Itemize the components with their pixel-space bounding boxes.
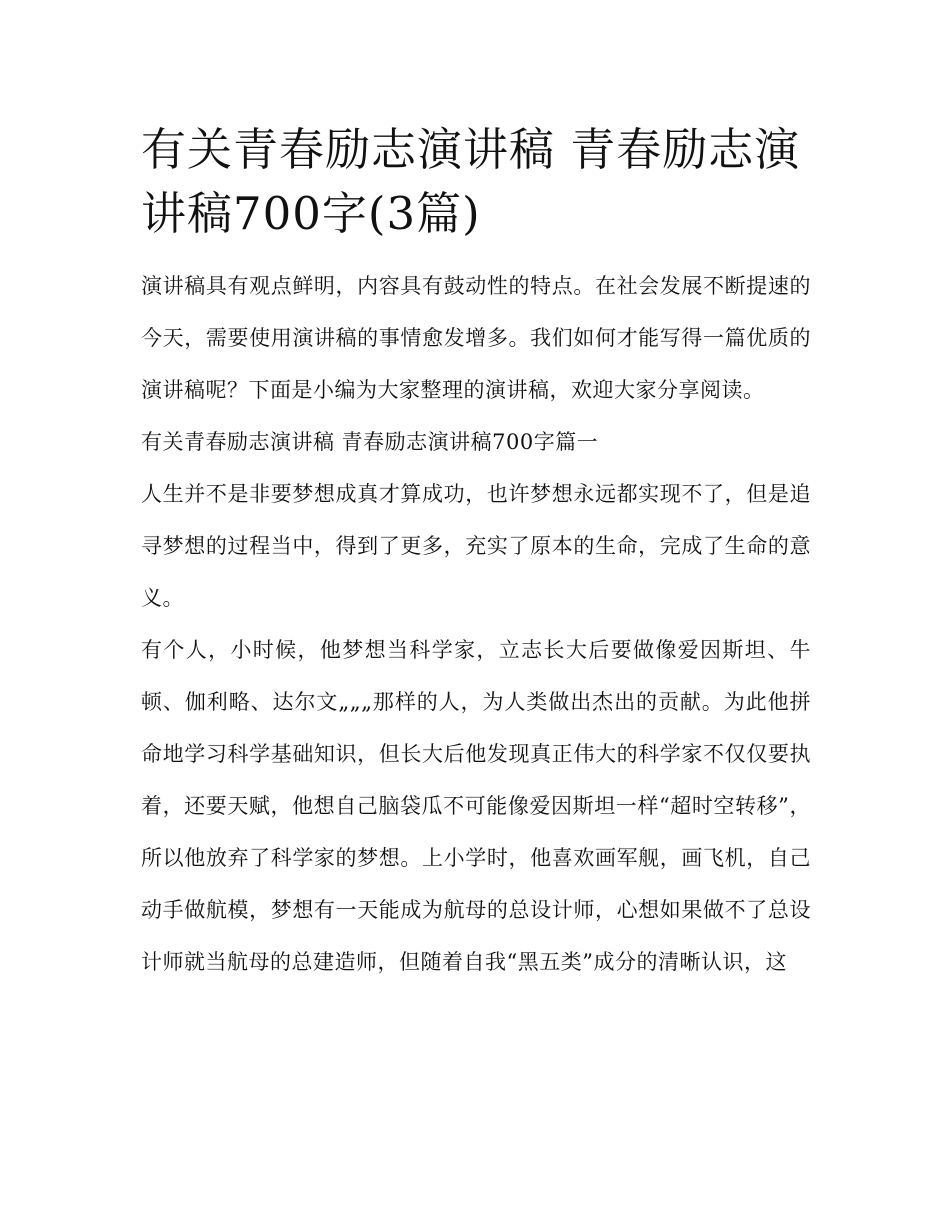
intro-paragraph: 演讲稿具有观点鲜明，内容具有鼓动性的特点。在社会发展不断提速的今天，需要使用演讲稿的事情愈发增多。我们如何才能写得一篇优质的演讲稿呢？下面是小编为大家整理的演讲稿，欢迎大家分享阅读。	[141, 274, 811, 402]
document-title: 有关青春励志演讲稿 青春励志演讲稿700字(3篇)	[141, 123, 801, 240]
section-heading: 有关青春励志演讲稿 青春励志演讲稿700字篇一	[141, 430, 599, 454]
body-paragraph: 人生并不是非要梦想成真才算成功，也许梦想永远都实现不了，但是追寻梦想的过程当中，得到了更多，充实了原本的生命，完成了生命的意义。	[141, 482, 811, 610]
body-paragraph: 有个人，小时候，他梦想当科学家，立志长大后要做像爱因斯坦、牛顿、伽利略、达尔文„„„那样的人，为人类做出杰出的贡献。为此他拼命地学习科学基础知识，但长大后他发现真正伟大的科学家不仅仅要执着，还要天赋，他想自己脑袋瓜不可能像爱因斯坦一样“超时空转移”，所以他放弃了科学家的梦想。上小学时，他喜欢画军舰，画飞机，自己动手做航模，梦想有一天能成为航母的总设计师，心想如果做不了总设计师就当航母的总建造师，但随着自我“黑五类”成分的清晰认识，这	[141, 638, 811, 974]
document-page	[141, 118, 811, 988]
